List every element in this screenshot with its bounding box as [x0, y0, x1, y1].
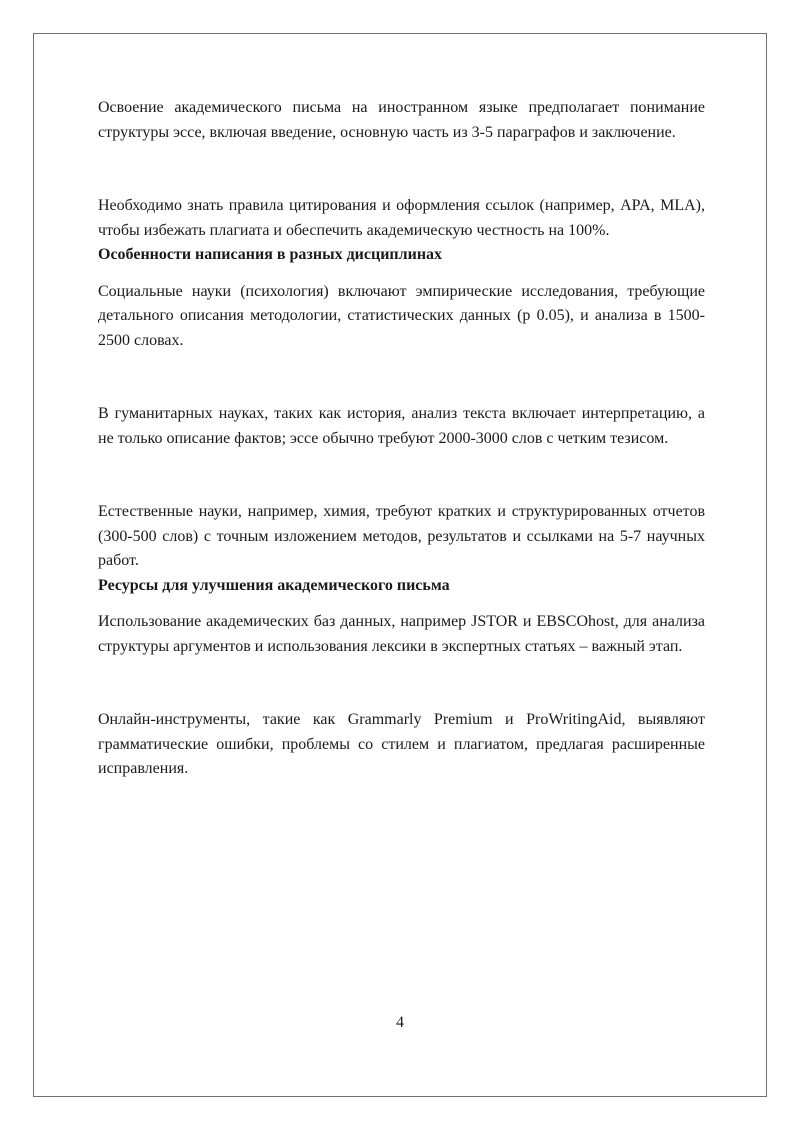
section-heading-resources: Ресурсы для улучшения академического письма: [98, 576, 450, 594]
paragraph-citation-rules: Необходимо знать правила цитирования и оформления ссылок (например, APA, MLA), чтобы избежать плагиата и обеспечить академическую честность на 100%.: [98, 197, 705, 239]
section-heading-disciplines: Особенности написания в разных дисциплинах: [98, 246, 443, 263]
paragraph-essay-structure: Освоение академического письма на иностранном языке предполагает понимание структуры эссе, включая введение, основную часть из 3-5 параграфов и заключение.: [98, 99, 705, 141]
paragraph-social-sciences: Социальные науки (психология) включают эмпирические исследования, требующие детального описания методологии, статистических данных (p 0.05), и анализа в 1500-2500 словах.: [98, 282, 705, 349]
paragraph-humanities: В гуманитарных науках, таких как история, анализ текста включает интерпретацию, а не только описание фактов; эссе обычно требуют 2000-3000 слов с четким тезисом.: [98, 405, 705, 447]
document-page: [33, 33, 767, 1097]
paragraph-online-tools: Онлайн-инструменты, такие как Grammarly Premium и ProWritingAid, выявляют грамматические ошибки, проблемы со стилем и плагиатом, предлагая расширенные исправления.: [98, 711, 705, 777]
page-content: [98, 96, 705, 782]
paragraph-natural-sciences: Естественные науки, например, химия, требуют кратких и структурированных отчетов (300-500 слов) с точным изложением методов, результатов и ссылками на 5-7 научных работ.: [98, 503, 705, 569]
paragraph-databases: Использование академических баз данных, например JSTOR и EBSCOhost, для анализа структуры аргументов и использования лексики в экспертных статьях – важный этап.: [98, 613, 705, 655]
page-number: 4: [396, 1014, 404, 1031]
